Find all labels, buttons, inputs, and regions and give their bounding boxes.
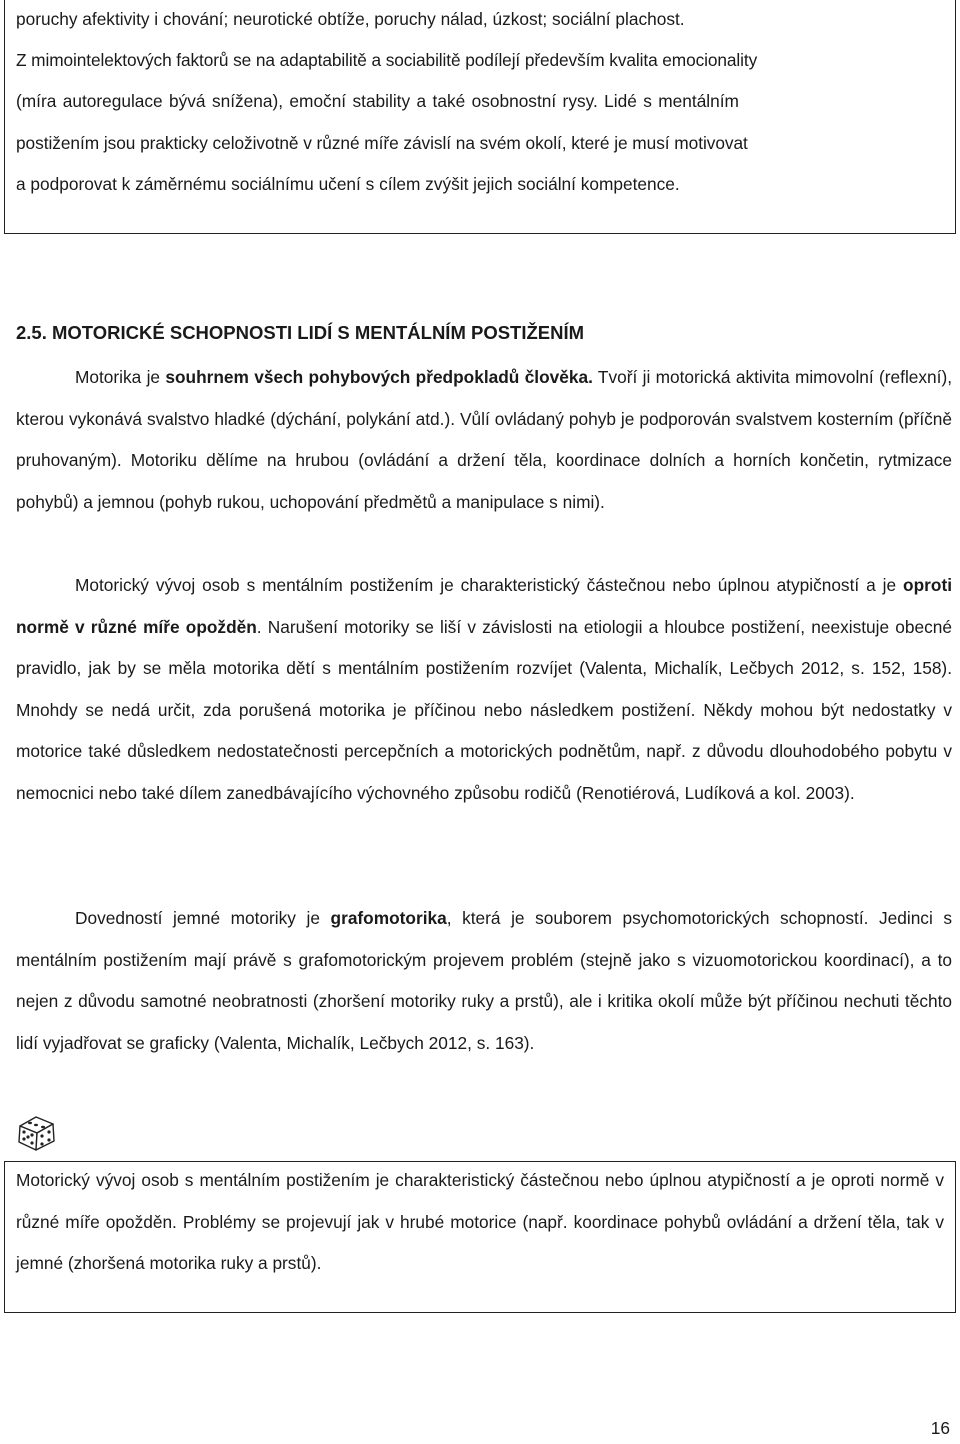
paragraph-motoricky-vyvoj (16, 565, 952, 815)
paragraph-2-text: Motorický vývoj osob s mentálním postižením je charakteristický částečnou nebo úplnou atypičností a je (75, 575, 904, 595)
top-box-line-5: a podporovat k záměrnému sociálnímu učení s cílem zvýšit jejich sociální kompetence. (16, 174, 680, 194)
paragraph-3-bold: grafomotorika (330, 908, 447, 928)
paragraph-1-bold: souhrnem všech pohybových předpokladů člověka. (165, 367, 593, 387)
summary-text: Motorický vývoj osob s mentálním postižením je charakteristický částečnou nebo úplnou atypičností a je oproti normě v různé míře opožděn. Problémy se projevují jak v hrubé motorice (např. koordinace pohybů ovládání a držení těla, tak v jemné (zhoršená motorika ruky a prstů). (16, 1170, 944, 1274)
paragraph-1-rest: Tvoří ji motorická aktivita mimovolní (reflexní), kterou vykonává svalstvo hladké (dýchání, polykání atd.). Vůlí ovládaný pohyb je podporován svalstvem kosterním (příčně pruhovaným). Motoriku dělíme na hrubou (ovládání a držení těla, koordinace dolních a horních končetin, rytmizace pohybů) a jemnou (pohyb rukou, uchopování předmětů a manipulace s nimi). (16, 367, 952, 512)
paragraph-grafomotorika (16, 898, 952, 1064)
top-box-line-1: poruchy afektivity i chování; neurotické obtíže, poruchy nálad, úzkost; sociální plachost. (16, 9, 685, 29)
dice-icon (16, 1112, 58, 1152)
section-heading: 2.5. MOTORICKÉ SCHOPNOSTI LIDÍ S MENTÁLNÍM POSTIŽENÍM (16, 322, 585, 343)
page-number: 16 (930, 1418, 950, 1438)
paragraph-3-rest: , která je souborem psychomotorických schopností. Jedinci s mentálním postižením mají právě s grafomotorickým projevem problém (stejně jako s vizuomotorickou koordinací), a to nejen z důvodu samotné neobratnosti (zhoršení motoriky ruky a prstů), ale i kritika okolí může být příčinou nechuti těchto lidí vyjadřovat se graficky (Valenta, Michalík, Lečbych 2012, s. 163). (16, 908, 952, 1053)
paragraph-1-text: Motorika je (75, 367, 166, 387)
paragraph-3-text: Dovedností jemné motoriky je (75, 908, 331, 928)
top-box-line-2: Z mimointelektových faktorů se na adaptabilitě a sociabilitě podílejí především kvalita emocionality (16, 50, 758, 70)
top-box-line-3: (míra autoregulace bývá snížena), emoční stability a také osobnostní rysy. Lidé s mentálním (16, 91, 739, 111)
paragraph-motorika (16, 357, 952, 523)
paragraph-2-rest: . Narušení motoriky se liší v závislosti na etiologii a hloubce postižení, neexistuje obecné pravidlo, jak by se měla motorika dětí s mentálním postižením rozvíjet (Valenta, Michalík, Lečbych 2012, s. 152, 158). Mnohdy se nedá určit, zda porušená motorika je příčinou nebo následkem postižení. Někdy mohou být nedostatky v motorice také důsledkem nedostatečnosti percepčních a motorických podnětům, např. z důvodu dlouhodobého pobytu v nemocnici nebo také dílem zanedbávajícího výchovného způsobu rodičů (Renotiérová, Ludíková a kol. 2003). (16, 616, 952, 803)
paragraph-2-bold: oproti normě v různé míře opožděn (16, 575, 952, 637)
top-box-line-4: postižením jsou prakticky celoživotně v různé míře závislí na svém okolí, které je musí motivovat (16, 133, 748, 153)
